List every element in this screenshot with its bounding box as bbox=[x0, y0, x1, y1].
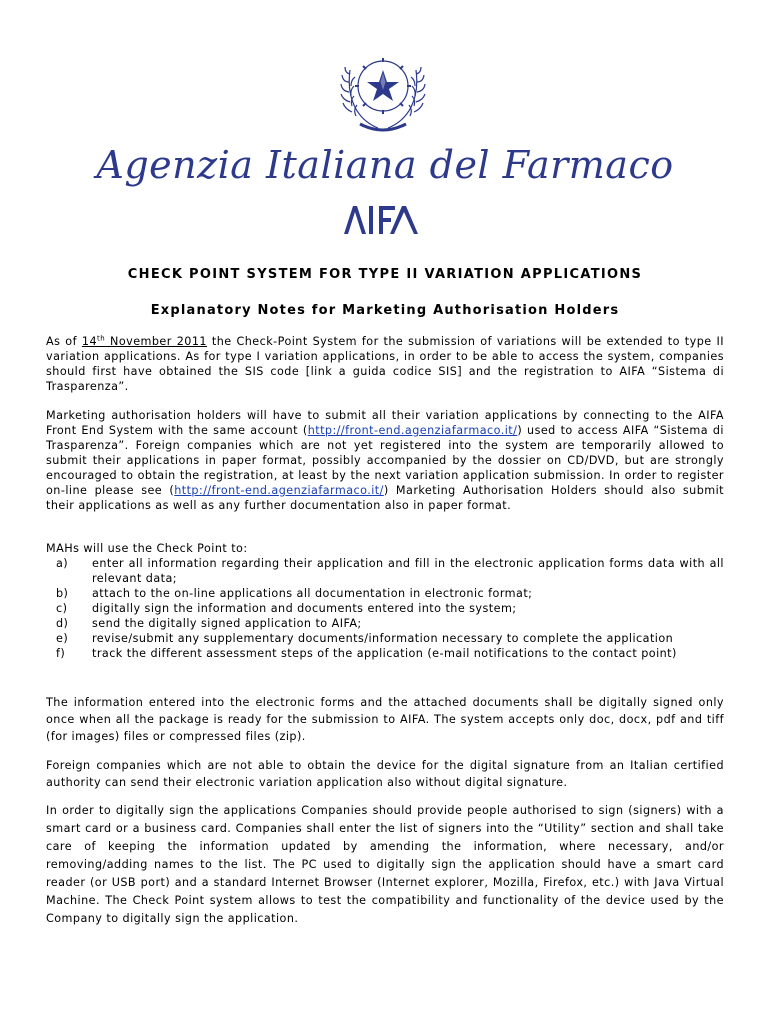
submission-text-2: ) used to access AIFA “Sistema di Trasparenza”. Foreign companies which are not yet registered into the system are temporarily allowed to submit their applications in paper format, possibly accompanied by the dossier on CD/DVD, but are strongly encouraged to obtain the registration, at least by the next variation application submission. In order to register on-line please see ( bbox=[46, 424, 724, 497]
list-item bbox=[46, 631, 724, 646]
paragraph-digital-signing: The information entered into the electronic forms and the attached documents shall be digitally signed only once when all the package is ready for the submission to AIFA. The system accepts only doc, docx, pdf and tiff (for images) files or compressed files (zip). bbox=[46, 696, 724, 743]
list-item bbox=[46, 601, 724, 616]
task-list bbox=[46, 556, 724, 661]
list-marker: b) bbox=[56, 587, 69, 600]
submission-text-3: ) Marketing Authorisation Holders should also submit their applications as well as any further documentation also in paper format. bbox=[46, 484, 725, 512]
list-item-text: enter all information regarding their application and fill in the electronic application forms data with all relevant data; bbox=[92, 557, 724, 585]
paragraph-submission bbox=[46, 408, 724, 513]
aifa-logo bbox=[336, 200, 436, 240]
list-item bbox=[46, 616, 724, 631]
date-day: 14 bbox=[81, 335, 98, 348]
front-end-link-1[interactable]: http://front-end.agenziafarmaco.it/ bbox=[307, 424, 518, 437]
document-title: CHECK POINT SYSTEM FOR TYPE II VARIATION APPLICATIONS bbox=[127, 267, 643, 282]
list-marker: c) bbox=[56, 602, 68, 615]
intro-text: the Check-Point System for the submission of variations will be extended to type II variation applications. As for type I variation applications, in order to be able to access the system, companies should first have obtained the SIS code [link a guida codice SIS] and the registration to AIFA “Sistema di Trasparenza”. bbox=[46, 335, 724, 393]
list-item-text: revise/submit any supplementary documents/information necessary to complete the application bbox=[92, 632, 674, 645]
effective-date bbox=[82, 335, 207, 348]
date-month-year: November 2011 bbox=[105, 335, 207, 348]
front-end-link-2[interactable]: http://front-end.agenziafarmaco.it/ bbox=[174, 484, 384, 497]
list-item-text: attach to the on-line applications all documentation in electronic format; bbox=[92, 587, 533, 600]
intro-prefix: As of bbox=[46, 335, 82, 348]
submission-text-1: Marketing authorisation holders will have to submit all their variation applications by connecting to the AIFA Front End System with the same account ( bbox=[46, 409, 724, 437]
list-item-text: track the different assessment steps of the application (e-mail notifications to the contact point) bbox=[92, 647, 677, 660]
list-marker: d) bbox=[56, 617, 69, 630]
date-suffix: th bbox=[97, 334, 106, 343]
italian-republic-emblem-icon bbox=[328, 40, 438, 140]
list-intro: MAHs will use the Check Point to: bbox=[46, 542, 248, 555]
document-subtitle: Explanatory Notes for Marketing Authorisation Holders bbox=[150, 303, 620, 318]
mah-tasks-section bbox=[46, 541, 724, 661]
list-item bbox=[46, 586, 724, 601]
list-marker: e) bbox=[56, 632, 69, 645]
list-item bbox=[46, 556, 724, 586]
list-item bbox=[46, 646, 724, 661]
paragraph-foreign-companies: Foreign companies which are not able to obtain the device for the digital signature from an Italian certified authority can send their electronic variation application also without digital signature. bbox=[46, 759, 724, 789]
paragraph-signers: In order to digitally sign the applications Companies should provide people authorised to sign (signers) with a smart card or a business card. Companies shall enter the list of signers into the “Utility” section and shall take care of keeping the information updated by amending the information, where necessary, and/or removing/adding names to the list. The PC used to digitally sign the application should have a smart card reader (or USB port) and a standard Internet Browser (Internet explorer, Mozilla, Firefox, etc.) with Java Virtual Machine. The Check Point system allows to test the compatibility and functionality of the device used by the Company to digitally sign the application. bbox=[46, 804, 724, 925]
paragraph-intro bbox=[46, 334, 724, 394]
list-marker: a) bbox=[56, 557, 69, 570]
agency-name: Agenzia Italiana del Farmaco bbox=[96, 143, 674, 187]
list-marker: f) bbox=[56, 647, 66, 660]
list-item-text: digitally sign the information and documents entered into the system; bbox=[92, 602, 517, 615]
list-item-text: send the digitally signed application to AIFA; bbox=[92, 617, 362, 630]
